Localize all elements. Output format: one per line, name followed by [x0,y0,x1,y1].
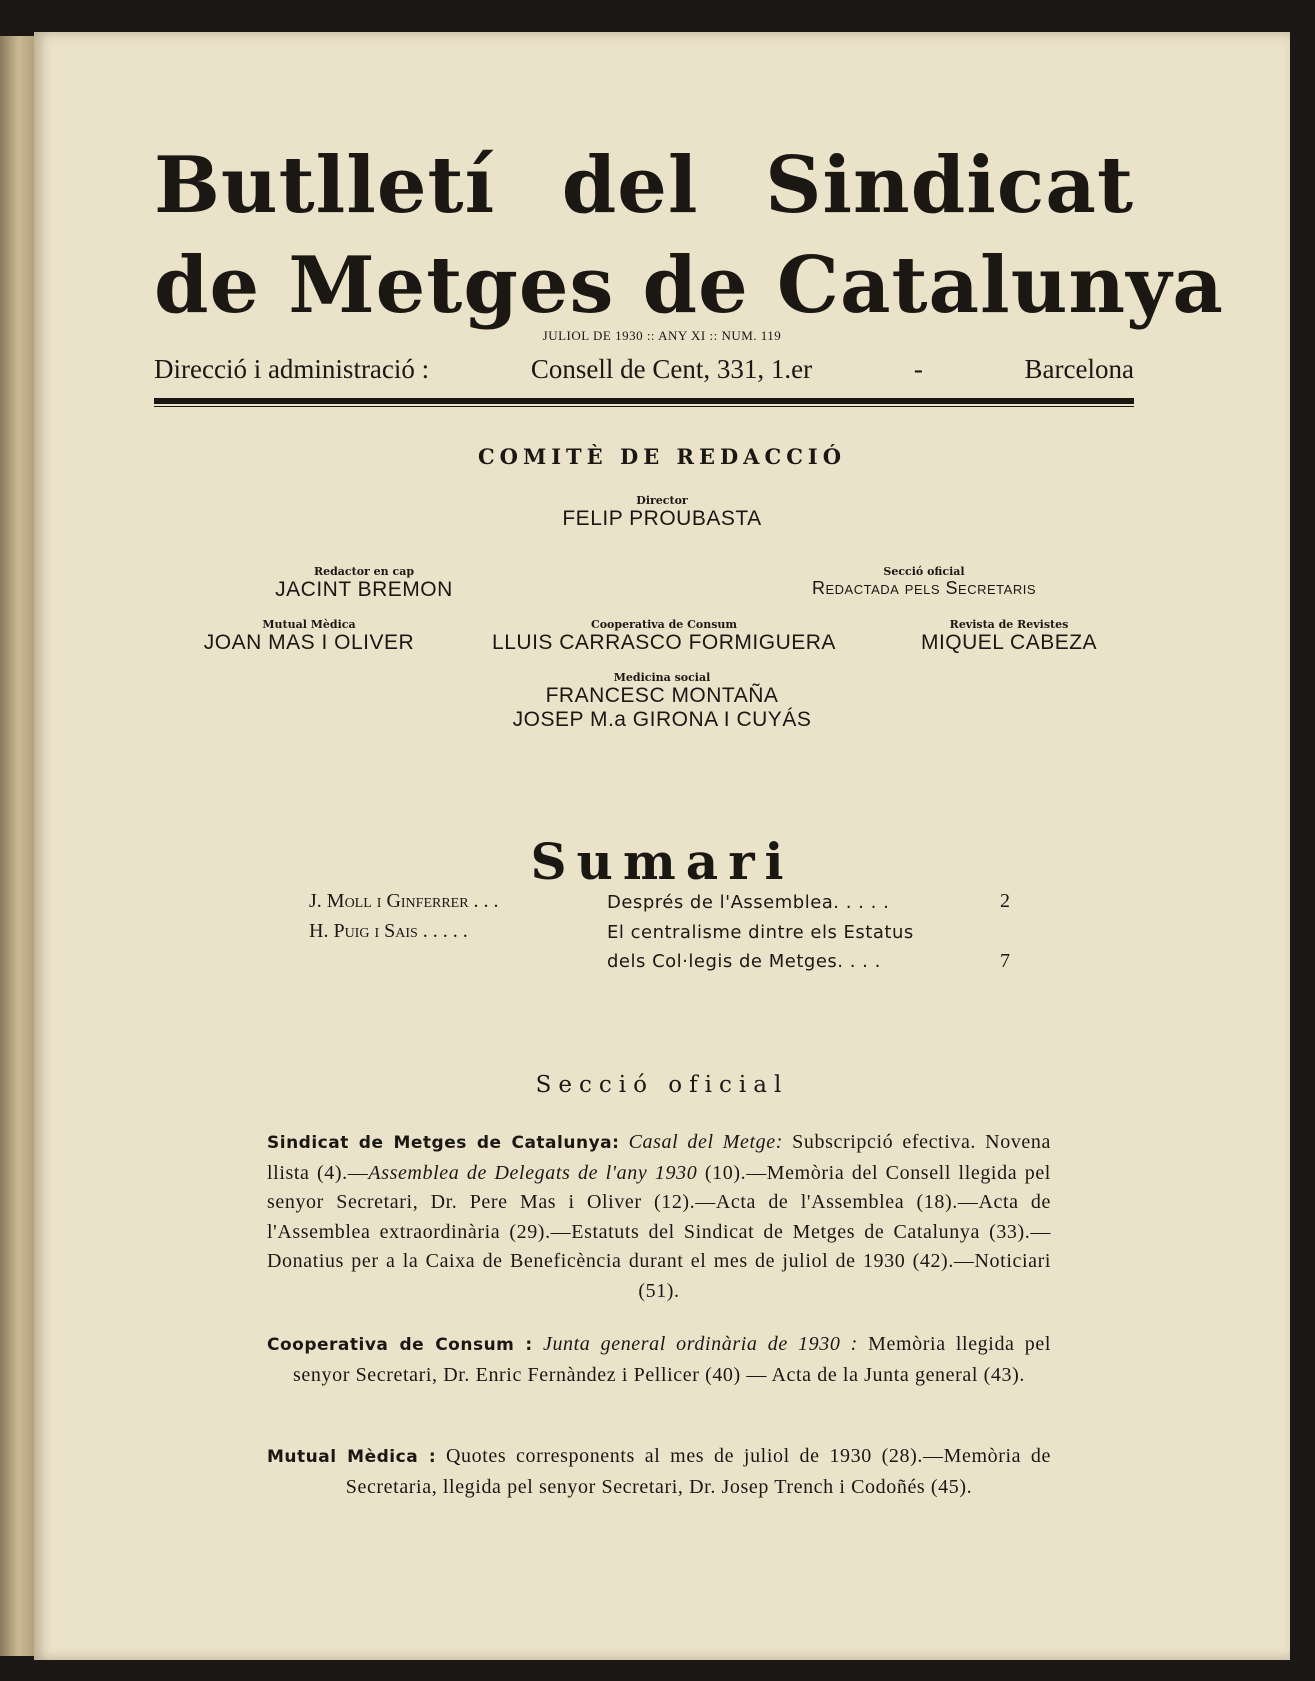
member-name: JACINT BREMON [275,578,453,601]
role-label: Director [636,494,688,507]
toc-page: 7 [1000,950,1010,972]
address-label: Direcció i administració : [154,354,430,384]
member-name: Redactada pels Secretaris [811,578,1036,598]
role-label: Mutual Mèdica [262,618,356,631]
committee-mutual [144,618,474,655]
header-rule-thin [154,406,1134,407]
role-label: Redactor en cap [313,565,415,578]
paragraph-text: Subscripció efectiva. Novena llista (4).— [267,1131,1051,1184]
role-label: Secció oficial [883,565,965,578]
member-name: MIQUEL CABEZA [920,631,1098,654]
member-name: FELIP PROUBASTA [562,507,762,530]
issue-line: JULIOL DE 1930 :: ANY XI :: NUM. 119 [542,328,782,343]
committee-seccio [754,565,1094,599]
toc-title: Després de l'Assemblea. . . . . [607,892,890,913]
paragraph-mutual [267,1442,1051,1502]
toc-page: 2 [1000,890,1010,912]
header-rule [154,398,1134,404]
org-name: Sindicat de Metges de Catalunya: [267,1133,620,1153]
document-page [34,32,1290,1660]
paragraph-cooperativa [267,1330,1051,1390]
masthead-title-line1: Butlletí del Sindicat [154,140,1134,231]
committee-director [34,494,1290,531]
member-name: JOSEP M.a GIRONA I CUYÁS [512,708,812,731]
role-label: Revista de Revistes [949,618,1069,631]
sumari-heading: Sumari [530,832,794,891]
italic-title: Assemblea de Delegats de l'any 1930 [368,1161,698,1184]
adjacent-page-edge [0,36,34,1656]
committee-redactor [214,565,514,602]
masthead-title-line2: de Metges de Catalunya [154,240,1224,331]
toc-title-cont: dels Col·legis de Metges. . . . [607,951,881,972]
committee-heading: COMITÈ DE REDACCIÓ [477,444,847,469]
address-line [154,354,1134,385]
role-label: Medicina social [613,671,711,684]
org-name: Cooperativa de Consum : [267,1335,533,1355]
toc-title: El centralisme dintre els Estatus [607,922,914,943]
committee-medicina [34,671,1290,732]
member-name: FRANCESC MONTAÑA [545,684,779,707]
address-city: Barcelona [1024,354,1134,384]
org-name: Mutual Mèdica : [267,1447,437,1467]
paragraph-text: (10).—Memòria del Consell llegida pel senyor Secretari, Dr. Pere Mas i Oliver (12).—Acta de l'Assemblea (18).—Acta de l'Assemblea extraordinària (29).—Estatuts del Sindicat de Metges de Catalunya (33).—Donatius per a la Caixa de Beneficència durant el mes de juliol de 1930 (42).—Noticiari (51). [267,1161,1051,1302]
member-name: JOAN MAS I OLIVER [203,631,415,654]
italic-title: Casal del Metge: [628,1131,784,1153]
paragraph-text: Quotes corresponents al mes de juliol de 1930 (28).—Memòria de Secretaria, llegida pel senyor Secretari, Dr. Josep Trench i Codoñés (45). [345,1445,1051,1498]
address-dash: - [913,354,923,384]
paragraph-text: Memòria llegida pel senyor Secretari, Dr. Enric Fernàndez i Pellicer (40) — Acta de la Junta general (43). [293,1333,1051,1386]
role-label: Cooperativa de Consum [590,618,738,631]
committee-revista [874,618,1144,655]
italic-title: Junta general ordinària de 1930 : [542,1333,858,1355]
paragraph-sindicat [267,1128,1051,1306]
toc-author: J. Moll i Ginferrer . . . [309,890,499,912]
address-street: Consell de Cent, 331, 1.er [530,354,813,384]
toc-author: H. Puig i Sais . . . . . [309,920,468,942]
committee-cooperativa [464,618,864,655]
member-name: LLUIS CARRASCO FORMIGUERA [492,631,836,654]
seccio-oficial-heading: Secció oficial [535,1072,789,1098]
